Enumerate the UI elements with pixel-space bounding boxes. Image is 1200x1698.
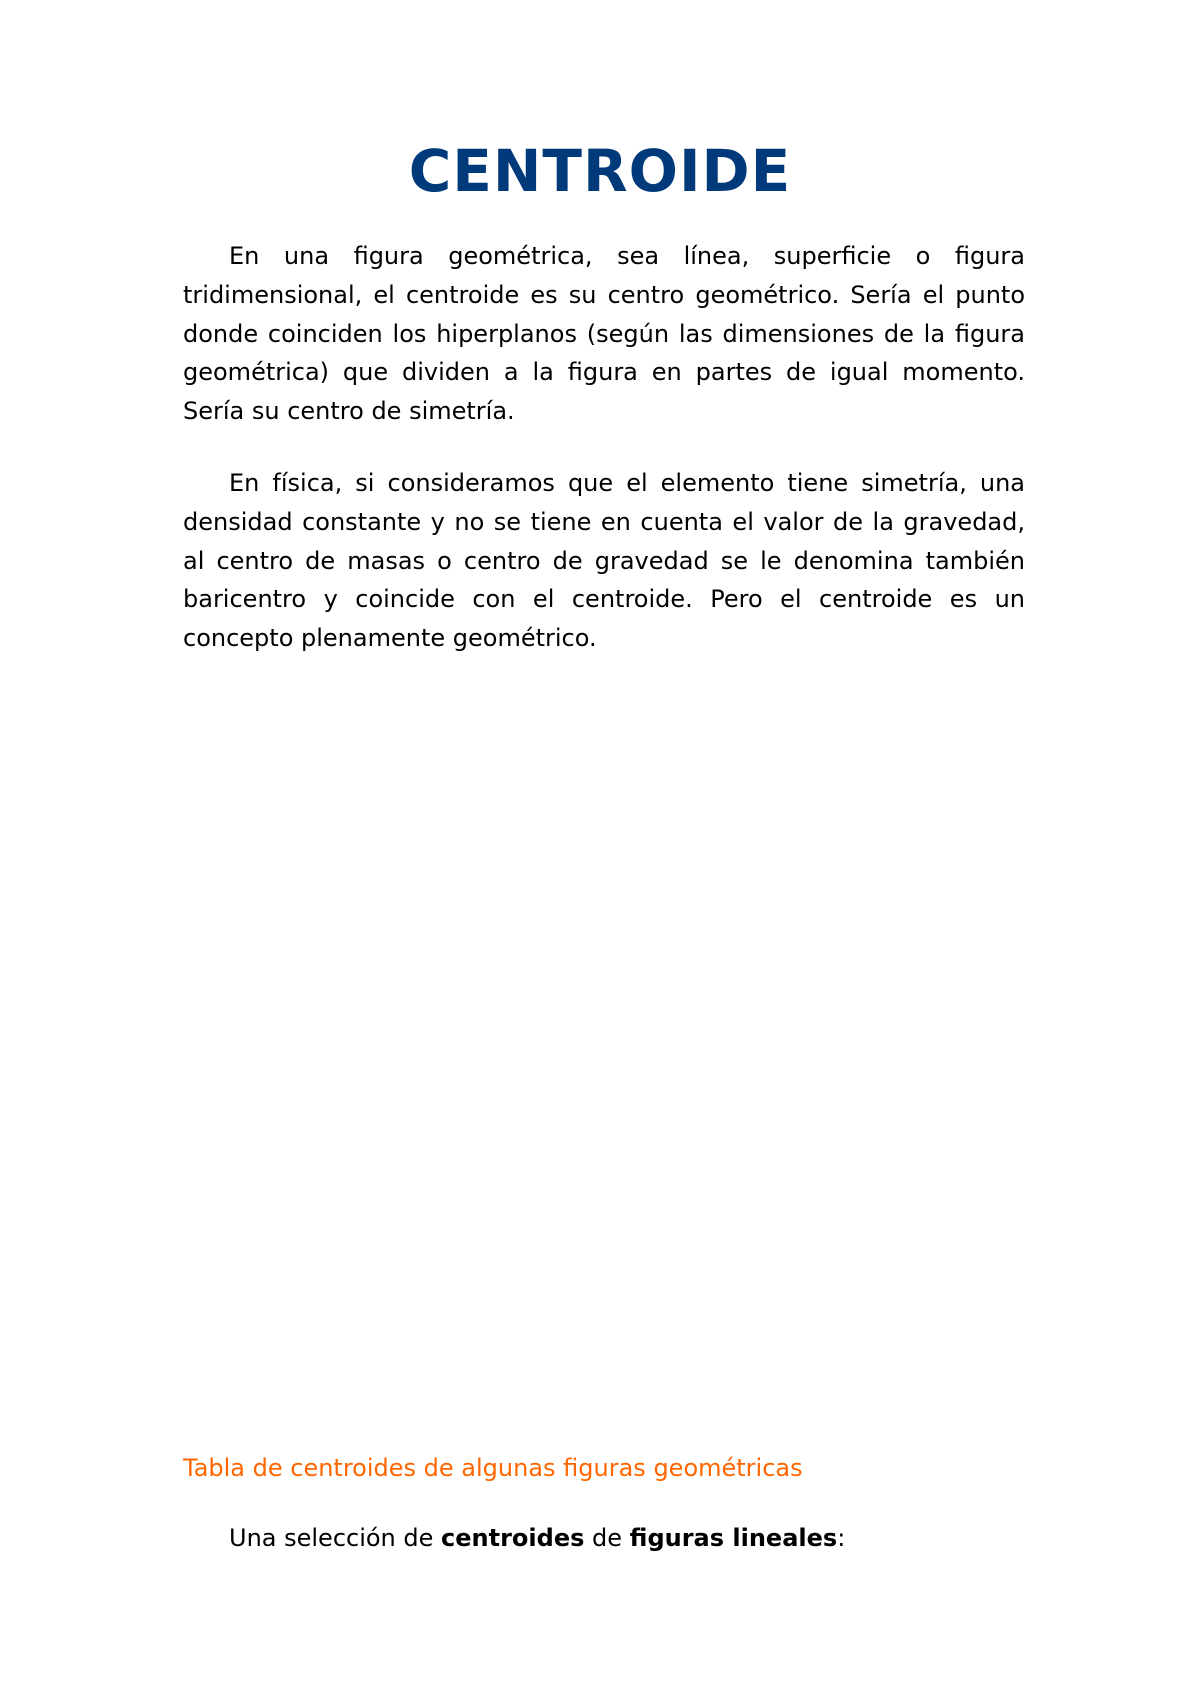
page-title: CENTROIDE (408, 137, 792, 205)
intro-bold-centroides: centroides (441, 1524, 585, 1552)
intro-text-2: de (584, 1524, 630, 1552)
linear-figures-intro (229, 1519, 845, 1557)
section-heading: Tabla de centroides de algunas figuras geométricas (183, 1454, 803, 1482)
paragraph-physics: En física, si consideramos que el elemento tiene simetría, una densidad constante y no se tiene en cuenta el valor de la gravedad, al centro de masas o centro de gravedad se le denomina también baricentro y coincide con el centroide. Pero el centroide es un concepto plenamente geométrico. (183, 469, 1025, 653)
paragraph-definition: En una figura geométrica, sea línea, superficie o figura tridimensional, el centroide es su centro geométrico. Sería el punto donde coinciden los hiperplanos (según las dimensiones de la figura geométrica) que dividen a la figura en partes de igual momento. Sería su centro de simetría. (183, 242, 1025, 426)
intro-text-1: Una selección de (229, 1524, 442, 1552)
intro-text-3: : (837, 1524, 846, 1552)
intro-bold-figuras-lineales: figuras lineales (629, 1524, 838, 1552)
